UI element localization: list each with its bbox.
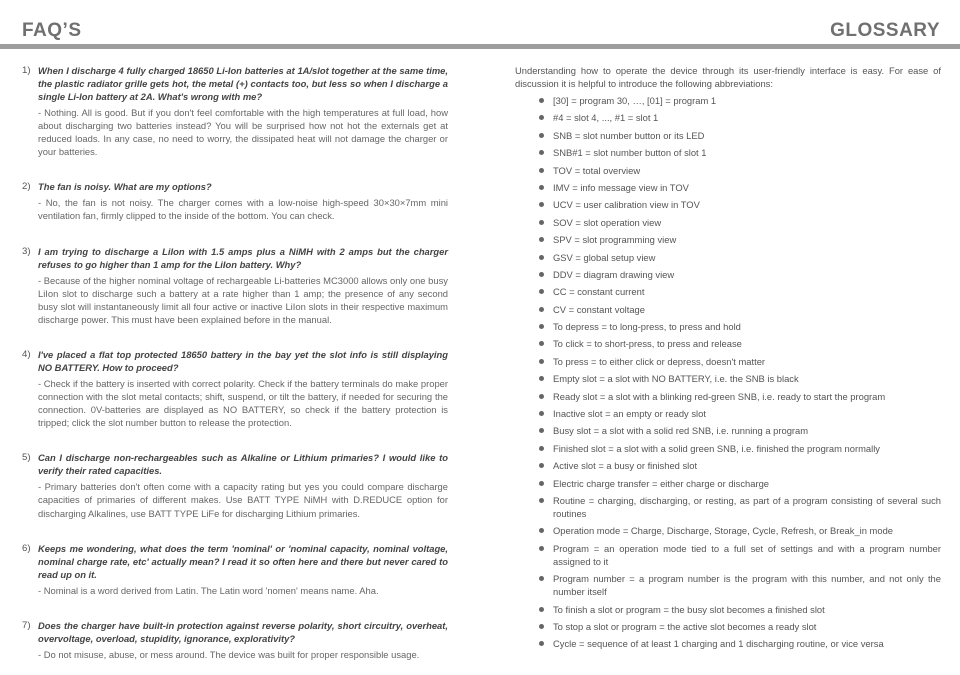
glossary-item: Ready slot = a slot with a blinking red-green SNB, i.e. ready to start the program	[553, 390, 941, 403]
glossary-intro: Understanding how to operate the device through its user-friendly interface is easy. For ease of discussion it is helpful to introduce the following abbreviations:	[515, 65, 941, 89]
glossary-item: [30] = program 30, …, [01] = program 1	[553, 94, 941, 107]
bullet-icon	[539, 446, 544, 451]
bullet-icon	[539, 463, 544, 468]
glossary-item: To depress = to long-press, to press and hold	[553, 320, 941, 333]
glossary-item: Busy slot = a slot with a solid red SNB, i.e. running a program	[553, 424, 941, 437]
bullet-icon	[539, 428, 544, 433]
glossary-heading: GLOSSARY	[830, 20, 940, 41]
faq-question: The fan is noisy. What are my options?	[38, 181, 212, 193]
bullet-icon	[539, 289, 544, 294]
bullet-icon	[539, 237, 544, 242]
faq-number: 1)	[22, 65, 31, 76]
faq-number: 4)	[22, 348, 31, 360]
faq-answer: - Check if the battery is inserted with correct polarity. Check if the battery terminals do make proper connection with the slot metal contacts; shift, suspend, or tilt the battery, if needed for securing the connection. 0V-batteries are displayed as NO BATTERY, so check if the battery protection is tripped; click the slot number button to release the protection.	[38, 377, 448, 429]
faq-answer: - Because of the higher nominal voltage of rechargeable Li-batteries MC3000 allows only one busy LiIon slot to discharge such a battery at a rate higher than 1 amp; the presence of any second busy slot will instantaneously limit all four active or inactive LiIon slots in their respective maximum discharge power. This must have been explained before in the manual.	[38, 274, 448, 325]
glossary-item: To click = to short-press, to press and release	[553, 337, 941, 350]
faq-number: 3)	[22, 245, 31, 257]
faq-question: Keeps me wondering, what does the term 'nominal' or 'nominal capacity, nominal voltage, nominal charge rate, etc' actually mean? I read it so often here and there but never cared to read up on it.	[38, 542, 448, 580]
bullet-icon	[539, 185, 544, 190]
faq-item-5	[22, 451, 448, 519]
glossary-item: SNB = slot number button or its LED	[553, 129, 941, 142]
bullet-icon	[539, 546, 544, 551]
faq-item-6	[22, 542, 448, 597]
faq-answer: - No, the fan is not noisy. The charger comes with a low-noise high-speed 30×30×7mm mini ventilation fan, firmly clipped to the inside of the bottom. You can check.	[38, 197, 448, 222]
faq-item-1	[22, 64, 448, 158]
faq-item-4	[22, 348, 448, 429]
glossary-item: SOV = slot operation view	[553, 216, 941, 229]
bullet-icon	[539, 272, 544, 277]
bullet-icon	[539, 624, 544, 629]
glossary-item: Program number = a program number is the program with this number, and not only the number itself	[553, 572, 941, 598]
bullet-icon	[539, 498, 544, 503]
faq-question: When I discharge 4 fully charged 18650 Li-Ion batteries at 1A/slot together at the same time, the plastic radiator grille gets hot, the metal (+) contacts too, but less so when I discharge a single Li-Ion battery at 2A. What's wrong with me?	[38, 65, 448, 102]
glossary-item: To press = to either click or depress, doesn't matter	[553, 355, 941, 368]
faq-answer: - Nothing. All is good. But if you don't feel comfortable with the high temperatures at full load, how about discharging two batteries instead? You will be surprised how not hot the externals get at reduced loads. In any case, no need to worry, the dissipated heat will not damage the charger or your batteries.	[38, 107, 448, 158]
faq-number: 7)	[22, 619, 31, 631]
glossary-item: Operation mode = Charge, Discharge, Storage, Cycle, Refresh, or Break_in mode	[553, 524, 941, 537]
glossary-item: CC = constant current	[553, 285, 941, 298]
glossary-column	[515, 64, 941, 655]
bullet-icon	[539, 115, 544, 120]
bullet-icon	[539, 376, 544, 381]
bullet-icon	[539, 307, 544, 312]
faq-answer: - Nominal is a word derived from Latin. The Latin word 'nomen' means name. Aha.	[38, 584, 379, 596]
faq-number: 2)	[22, 181, 31, 193]
glossary-item: Active slot = a busy or finished slot	[553, 459, 941, 472]
glossary-item: #4 = slot 4, ..., #1 = slot 1	[553, 111, 941, 124]
bullet-icon	[539, 133, 544, 138]
glossary-item: Inactive slot = an empty or ready slot	[553, 407, 941, 420]
faq-number: 6)	[22, 542, 31, 554]
glossary-item: To finish a slot or program = the busy slot becomes a finished slot	[553, 603, 941, 616]
bullet-icon	[539, 576, 544, 581]
bullet-icon	[539, 528, 544, 533]
faq-question: Can I discharge non-rechargeables such as Alkaline or Lithium primaries? I would like to verify their rated capacities.	[38, 452, 448, 477]
glossary-item: DDV = diagram drawing view	[553, 268, 941, 281]
header-divider	[0, 44, 960, 49]
faq-question: I am trying to discharge a LiIon with 1.5 amps plus a NiMH with 2 amps but the charger refuses to go higher than 1 amp for the LiIon battery. Why?	[38, 245, 448, 270]
glossary-item: To stop a slot or program = the active slot becomes a ready slot	[553, 620, 941, 633]
bullet-icon	[539, 341, 544, 346]
bullet-icon	[539, 481, 544, 486]
glossary-item: UCV = user calibration view in TOV	[553, 198, 941, 211]
glossary-item: Finished slot = a slot with a solid green SNB, i.e. finished the program normally	[553, 442, 941, 455]
glossary-item: Program = an operation mode tied to a full set of settings and with a program number assigned to it	[553, 542, 941, 568]
faq-heading: FAQ’S	[22, 20, 82, 41]
glossary-item: Cycle = sequence of at least 1 charging and 1 discharging routine, or vice versa	[553, 637, 941, 650]
faq-item-2	[22, 180, 448, 222]
glossary-item: IMV = info message view in TOV	[553, 181, 941, 194]
bullet-icon	[539, 324, 544, 329]
bullet-icon	[539, 98, 544, 103]
glossary-item: SPV = slot programming view	[553, 233, 941, 246]
glossary-item: Routine = charging, discharging, or resting, as part of a program consisting of several such routines	[553, 494, 941, 520]
bullet-icon	[539, 411, 544, 416]
glossary-item: Empty slot = a slot with NO BATTERY, i.e. the SNB is black	[553, 372, 941, 385]
faq-item-7	[22, 619, 448, 661]
faq-number: 5)	[22, 452, 31, 464]
bullet-icon	[539, 150, 544, 155]
glossary-item: Electric charge transfer = either charge or discharge	[553, 477, 941, 490]
glossary-item: SNB#1 = slot number button of slot 1	[553, 146, 941, 159]
bullet-icon	[539, 359, 544, 364]
faq-question: Does the charger have built-in protection against reverse polarity, short circuitry, overheat, overvoltage, overload, stupidity, ignorance, explorativity?	[38, 619, 448, 644]
glossary-item: CV = constant voltage	[553, 303, 941, 316]
bullet-icon	[539, 641, 544, 646]
glossary-item: TOV = total overview	[553, 164, 941, 177]
bullet-icon	[539, 255, 544, 260]
faq-item-3	[22, 245, 448, 326]
glossary-item: GSV = global setup view	[553, 251, 941, 264]
bullet-icon	[539, 394, 544, 399]
bullet-icon	[539, 607, 544, 612]
faq-answer: - Primary batteries don't often come with a capacity rating but yes you could compare discharge capacities of primaries of different makes. Use BATT TYPE NiMH with D.REDUCE option for discharging Alkalines, use BATT TYPE LiFe for discharging Lithium primaries.	[38, 481, 448, 519]
glossary-list	[515, 94, 941, 650]
bullet-icon	[539, 202, 544, 207]
faq-answer: - Do not misuse, abuse, or mess around. The device was built for proper responsible usage.	[38, 648, 420, 660]
faq-question: I've placed a flat top protected 18650 battery in the bay yet the slot info is still displaying NO BATTERY. How to proceed?	[38, 348, 448, 373]
faq-column	[22, 64, 448, 661]
bullet-icon	[539, 168, 544, 173]
bullet-icon	[539, 220, 544, 225]
